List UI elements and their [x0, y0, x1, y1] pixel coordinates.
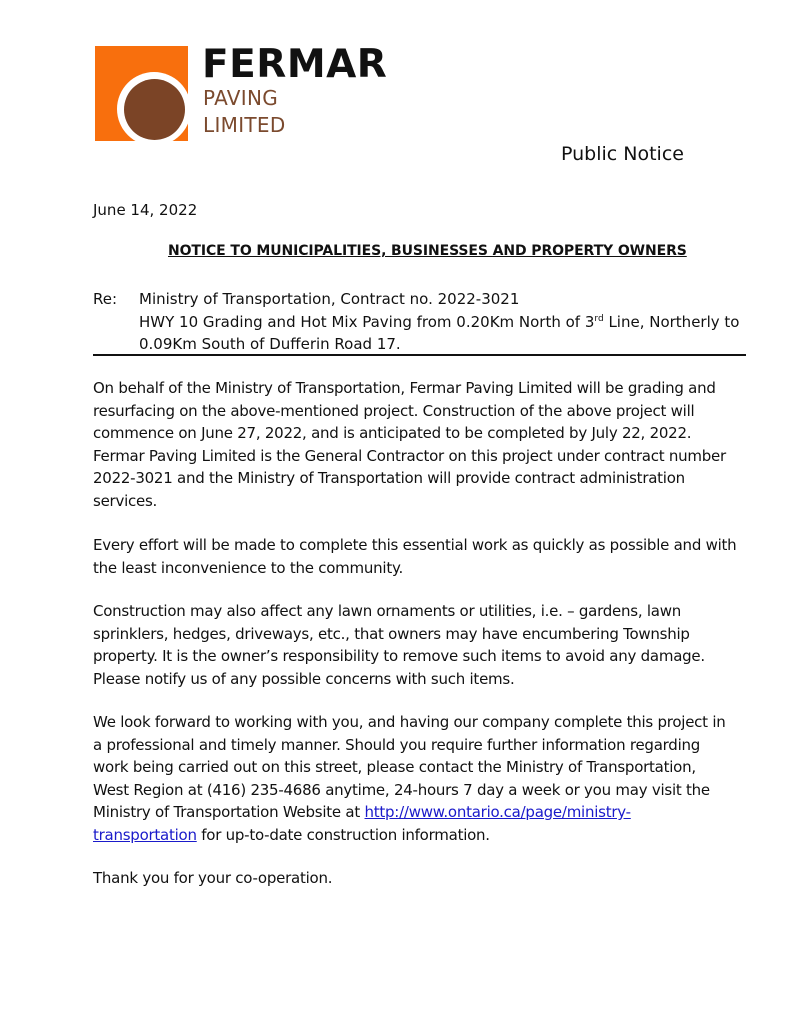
paragraph-effort — [93, 534, 753, 579]
notice-date: June 14, 2022 — [93, 201, 198, 219]
document-type-label: Public Notice — [561, 143, 684, 165]
re-divider-rule — [93, 354, 746, 356]
logo-subtitle-paving: PAVING — [203, 86, 279, 110]
paragraph-property-items — [93, 600, 753, 690]
paragraph-line: Construction may also affect any lawn ornaments or utilities, i.e. – gardens, lawn — [93, 602, 682, 620]
paragraph-line: sprinklers, hedges, driveways, etc., that owners may have encumbering Township — [93, 624, 690, 643]
paragraph-line — [93, 801, 753, 824]
re-line-project — [139, 311, 739, 334]
re-line-location: 0.09Km South of Dufferin Road 17. — [139, 335, 401, 353]
re-label: Re: — [93, 290, 118, 308]
logo-subtitle-limited: LIMITED — [203, 113, 286, 137]
paragraph-project-overview — [93, 377, 753, 512]
re-line-project-start: HWY 10 Grading and Hot Mix Paving from 0.20Km North of 3 — [139, 313, 595, 331]
paragraph-line: a professional and timely manner. Should you require further information regarding — [93, 735, 701, 754]
fermar-logo-mark-icon — [95, 46, 189, 142]
paragraph-line: work being carried out on this street, please contact the Ministry of Transportation, — [93, 758, 696, 776]
paragraph-line: Every effort will be made to complete this essential work as quickly as possible and with — [93, 536, 737, 554]
closing-line: Thank you for your co-operation. — [93, 869, 333, 887]
paragraph-line: commence on June 27, 2022, and is anticipated to be completed by July 22, 2022. — [93, 424, 692, 442]
notice-heading: NOTICE TO MUNICIPALITIES, BUSINESSES AND PROPERTY OWNERS — [168, 243, 687, 259]
ministry-website-link[interactable]: http://www.ontario.ca/page/ministry- — [364, 803, 631, 821]
paragraph-line: services. — [93, 491, 158, 510]
paragraph-closing — [93, 867, 753, 890]
ordinal-superscript: rd — [594, 314, 604, 324]
paragraph-contact-info — [93, 711, 753, 846]
logo-company-name: FERMAR — [202, 42, 388, 87]
ministry-website-link-continued[interactable]: transportation — [93, 825, 197, 844]
paragraph-line: the least inconvenience to the community. — [93, 558, 403, 577]
paragraph-line: Fermar Paving Limited is the General Contractor on this project under contract number — [93, 446, 726, 465]
website-intro-text: Ministry of Transportation Website at — [93, 803, 365, 821]
paragraph-line: property. It is the owner’s responsibility to remove such items to avoid any damage. — [93, 647, 705, 665]
paragraph-line — [93, 824, 753, 847]
paragraph-line: West Region at (416) 235-4686 anytime, 24-hours 7 day a week or you may visit the — [93, 780, 710, 799]
company-logo — [95, 42, 395, 146]
re-line-project-end: Line, Northerly to — [603, 313, 740, 331]
paragraph-line: Please notify us of any possible concerns with such items. — [93, 669, 515, 688]
paragraph-line: We look forward to working with you, and having our company complete this project in — [93, 713, 726, 731]
paragraph-line: 2022-3021 and the Ministry of Transportation will provide contract administration — [93, 469, 685, 487]
paragraph-line: resurfacing on the above-mentioned project. Construction of the above project will — [93, 401, 695, 420]
logo-brown-circle — [124, 79, 185, 140]
paragraph-line: On behalf of the Ministry of Transportation, Fermar Paving Limited will be grading and — [93, 379, 716, 397]
website-outro-text: for up-to-date construction information. — [196, 825, 490, 844]
re-line-contract: Ministry of Transportation, Contract no. 2022-3021 — [139, 290, 520, 308]
